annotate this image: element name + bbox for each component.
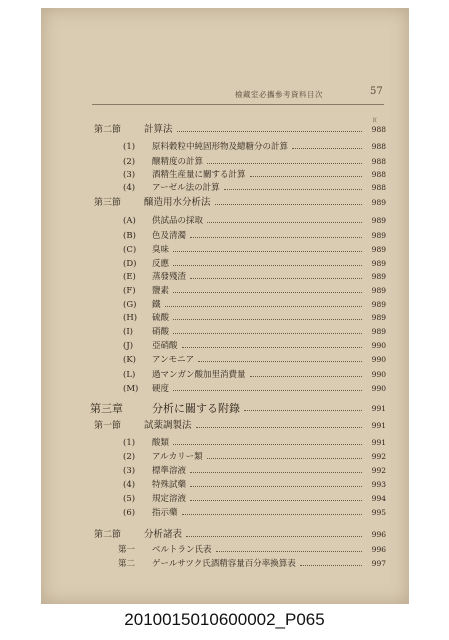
toc-item-number: (2) <box>123 157 136 167</box>
toc-entry-title: ベルトラン氏表 <box>152 545 212 555</box>
toc-item-number: (E) <box>123 272 136 282</box>
toc-section-label: 第二節 <box>94 125 122 135</box>
toc-entry <box>0 402 449 416</box>
toc-entry <box>0 181 449 195</box>
toc-entry-title: 醸精度の計算 <box>152 157 204 167</box>
toc-entry <box>0 492 449 506</box>
toc-entry <box>0 284 449 298</box>
toc-page-number: 989 <box>371 313 386 322</box>
toc-leader-dots <box>207 458 362 459</box>
toc-entry-title: 色及清濁 <box>152 231 187 241</box>
toc-leader-dots <box>207 222 362 223</box>
toc-page-number: 991 <box>371 438 386 447</box>
toc-entry-title: 亞硝酸 <box>152 341 178 351</box>
toc-page-number: 988 <box>371 157 386 166</box>
toc-entry-title: 酒精生産量に關する計算 <box>152 170 246 180</box>
toc-item-number: (G) <box>123 300 137 310</box>
toc-page-number: 989 <box>371 198 386 207</box>
toc-entry-title: アルカリー類 <box>152 452 203 462</box>
running-title: 檢藏室必攜參考資料目次 <box>235 90 323 99</box>
page-number: 57 <box>370 86 383 97</box>
toc-entry <box>0 155 449 169</box>
toc-entry-title: 規定溶液 <box>152 494 187 504</box>
image-caption: 2010015010600002_P065 <box>124 610 325 629</box>
toc-leader-dots <box>186 536 362 537</box>
toc-page-number: 988 <box>371 142 386 151</box>
toc-item-number: (C) <box>123 245 137 255</box>
toc-entry-title: 硝酸 <box>152 327 170 337</box>
toc-entry <box>0 243 449 257</box>
toc-entry <box>0 450 449 464</box>
toc-leader-dots <box>300 565 362 566</box>
toc-leader-dots <box>173 292 362 293</box>
toc-page-number: 991 <box>371 404 386 413</box>
toc-page-number: 996 <box>371 545 386 554</box>
toc-entry-title: 原料穀粒中純固形物及總糖分の計算 <box>152 142 289 152</box>
toc-leader-dots <box>165 306 362 307</box>
toc-entry <box>0 543 449 557</box>
toc-page-number: 988 <box>371 183 386 192</box>
toc-leader-dots <box>173 319 362 320</box>
toc-page-number: 988 <box>371 125 386 134</box>
toc-entry <box>0 464 449 478</box>
toc-leader-dots <box>173 265 362 266</box>
toc-entry <box>0 339 449 353</box>
toc-item-number: (B) <box>123 231 136 241</box>
toc-leader-dots <box>190 500 362 501</box>
toc-leader-dots <box>173 251 362 252</box>
toc-entry-title: 酸類 <box>152 438 170 448</box>
toc-entry-title: 臭味 <box>152 245 170 255</box>
toc-entry-title: 標準溶液 <box>152 466 187 476</box>
toc-entry-title: 分析に關する附錄 <box>152 402 240 415</box>
toc-leader-dots <box>292 148 362 149</box>
toc-item-number: (D) <box>123 259 137 269</box>
toc-entry-title: 硫酸 <box>152 313 170 323</box>
toc-entry <box>0 528 449 542</box>
toc-entry <box>0 123 449 137</box>
toc-entry-title: アーゼル法の計算 <box>152 183 220 193</box>
toc-item-number: (F) <box>123 286 136 296</box>
toc-leader-dots <box>207 163 362 164</box>
toc-item-number: (1) <box>123 438 136 448</box>
toc-page-number: 993 <box>371 480 386 489</box>
toc-section-label: 第二節 <box>94 530 122 540</box>
toc-entry-title: 鹽素 <box>152 286 170 296</box>
toc-entry-title: 指示藥 <box>152 508 178 518</box>
toc-item-number: (5) <box>123 494 136 504</box>
toc-entry <box>0 168 449 182</box>
toc-entry-title: 反應 <box>152 259 170 269</box>
toc-page-number: 992 <box>371 466 386 475</box>
toc-item-number: (6) <box>123 508 136 518</box>
toc-entry <box>0 140 449 154</box>
toc-page-number: 989 <box>371 216 386 225</box>
toc-entry <box>0 270 449 284</box>
toc-entry <box>0 419 449 433</box>
toc-leader-dots <box>190 237 362 238</box>
toc-entry <box>0 382 449 396</box>
toc-leader-dots <box>190 486 362 487</box>
toc-entry-title: 醸造用水分析法 <box>144 197 211 208</box>
toc-item-number: (M) <box>123 384 139 394</box>
toc-entry-title: 鐵 <box>152 300 161 310</box>
toc-section-label: 第三章 <box>90 402 123 415</box>
toc-entry <box>0 196 449 210</box>
toc-leader-dots <box>196 427 362 428</box>
toc-item-number: (H) <box>123 313 138 323</box>
toc-entry-title: 特殊試藥 <box>152 480 187 490</box>
toc-section-label: 第三節 <box>94 198 122 208</box>
toc-page-number: 989 <box>371 286 386 295</box>
toc-entry-title: 分析諸表 <box>144 529 183 540</box>
toc-item-number: 第一 <box>118 545 136 555</box>
toc-leader-dots <box>182 347 362 348</box>
toc-page-number: 989 <box>371 231 386 240</box>
toc-item-number: (3) <box>123 466 136 476</box>
toc-leader-dots <box>215 204 362 205</box>
toc-page-number: 989 <box>371 327 386 336</box>
toc-page-number: 994 <box>371 494 386 503</box>
toc-entry-title: アンモニア <box>152 355 195 365</box>
toc-entry <box>0 214 449 228</box>
toc-entry <box>0 368 449 382</box>
toc-page-number: 991 <box>371 421 386 430</box>
toc-page-number: 989 <box>371 245 386 254</box>
toc-page-number: 990 <box>371 370 386 379</box>
toc-leader-dots <box>182 514 362 515</box>
toc-leader-dots <box>250 376 362 377</box>
toc-leader-dots <box>173 390 362 391</box>
toc-item-number: 第二 <box>118 559 136 569</box>
toc-leader-dots <box>198 361 362 362</box>
toc-leader-dots <box>216 551 362 552</box>
toc-entry <box>0 506 449 520</box>
toc-item-number: (K) <box>123 355 136 365</box>
toc-entry-title: 供試品の採取 <box>152 216 204 226</box>
toc-leader-dots <box>250 176 362 177</box>
toc-entry <box>0 478 449 492</box>
toc-item-number: (L) <box>123 370 136 380</box>
toc-leader-dots <box>173 333 362 334</box>
toc-leader-dots <box>244 410 362 411</box>
toc-entry-title: 蒸發殘渣 <box>152 272 187 282</box>
toc-entry <box>0 311 449 325</box>
toc-entry <box>0 257 449 271</box>
toc-leader-dots <box>190 472 362 473</box>
toc-item-number: (I) <box>123 327 133 337</box>
toc-item-number: (4) <box>123 480 136 490</box>
toc-page-number: 988 <box>371 170 386 179</box>
toc-entry-title: 過マンガン酸加里消費量 <box>152 370 246 380</box>
toc-entry <box>0 557 449 571</box>
toc-entry <box>0 229 449 243</box>
toc-item-number: (2) <box>123 452 136 462</box>
toc-page-number: 996 <box>371 530 386 539</box>
toc-entry-title: 計算法 <box>144 124 173 135</box>
toc-page-number: 992 <box>371 452 386 461</box>
toc-leader-dots <box>173 444 362 445</box>
toc-page-number: 997 <box>371 559 386 568</box>
toc-entry-title: 硬度 <box>152 384 170 394</box>
toc-entry <box>0 298 449 312</box>
toc-page-number: 989 <box>371 259 386 268</box>
toc-page-number: 995 <box>371 508 386 517</box>
toc-leader-dots <box>190 278 362 279</box>
toc-page-number: 989 <box>371 272 386 281</box>
toc-page-number: 989 <box>371 300 386 309</box>
page-column-mark: 頁 <box>372 118 378 124</box>
toc-entry <box>0 436 449 450</box>
toc-leader-dots <box>177 131 362 132</box>
toc-page-number: 990 <box>371 341 386 350</box>
toc-section-label: 第一節 <box>94 421 122 431</box>
toc-leader-dots <box>224 189 362 190</box>
toc-item-number: (J) <box>123 341 134 351</box>
toc-item-number: (4) <box>123 183 136 193</box>
toc-item-number: (3) <box>123 170 136 180</box>
toc-page-number: 990 <box>371 355 386 364</box>
toc-entry <box>0 325 449 339</box>
toc-item-number: (A) <box>123 216 136 226</box>
toc-entry-title: 試薬調製法 <box>144 420 192 431</box>
header-rule <box>92 104 384 105</box>
toc-entry-title: ゲールサツク氏酒精容量百分率換算表 <box>152 559 296 569</box>
toc-entry <box>0 353 449 367</box>
toc-page-number: 990 <box>371 384 386 393</box>
toc-item-number: (1) <box>123 142 136 152</box>
